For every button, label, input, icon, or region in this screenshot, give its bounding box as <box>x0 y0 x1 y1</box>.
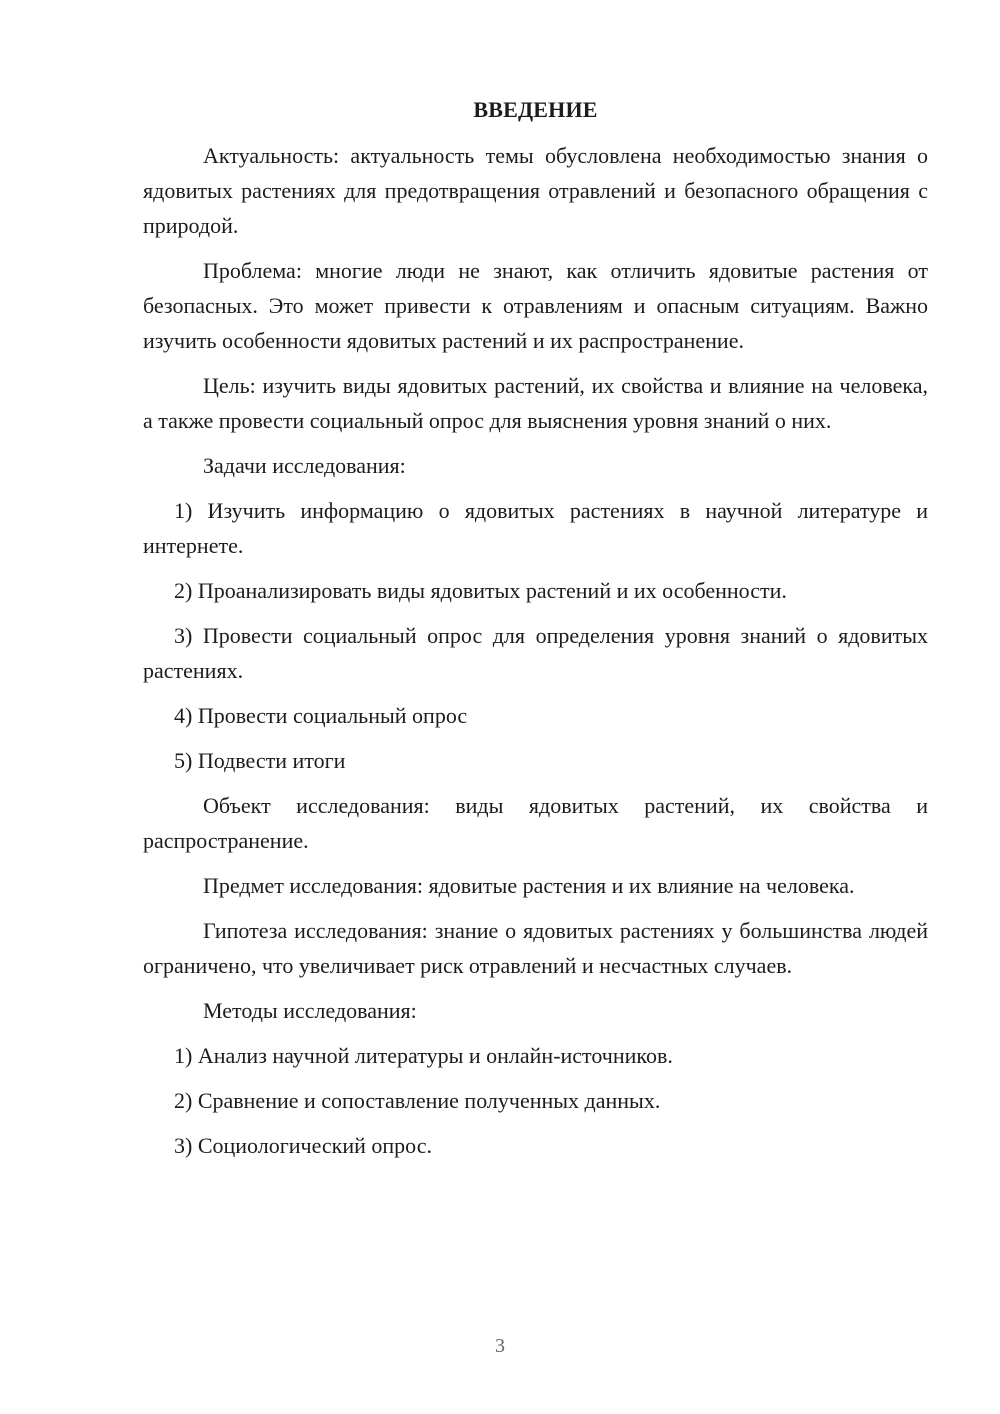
document-page <box>143 92 928 1173</box>
list-item-task-1: 1) Изучить информацию о ядовитых растениях в научной литературе и интернете. <box>143 498 928 558</box>
paragraph-object: Объект исследования: виды ядовитых растений, их свойства и распространение. <box>143 793 928 853</box>
paragraph-subject: Предмет исследования: ядовитые растения и их влияние на человека. <box>203 873 855 898</box>
section-title: ВВЕДЕНИЕ <box>473 97 598 122</box>
list-item-task-4: 4) Провести социальный опрос <box>174 703 468 728</box>
paragraph-hypothesis: Гипотеза исследования: знание о ядовитых растениях у большинства людей ограничено, что увеличивает риск отравлений и несчастных случаев. <box>143 918 928 978</box>
page-number: 3 <box>495 1335 505 1357</box>
paragraph-relevance: Актуальность: актуальность темы обусловлена необходимостью знания о ядовитых растениях для предотвращения отравлений и безопасного обращения с природой. <box>143 143 928 238</box>
paragraph-methods-heading: Методы исследования: <box>203 998 417 1023</box>
paragraph-goal: Цель: изучить виды ядовитых растений, их свойства и влияние на человека, а также провести социальный опрос для выяснения уровня знаний о них. <box>143 373 928 433</box>
paragraph-tasks-heading: Задачи исследования: <box>203 453 406 478</box>
list-item-task-3: 3) Провести социальный опрос для определения уровня знаний о ядовитых растениях. <box>143 623 928 683</box>
list-item-task-2: 2) Проанализировать виды ядовитых растений и их особенности. <box>174 578 787 603</box>
list-item-method-1: 1) Анализ научной литературы и онлайн-источников. <box>174 1043 673 1068</box>
paragraph-problem: Проблема: многие люди не знают, как отличить ядовитые растения от безопасных. Это может привести к отравлениям и опасным ситуациям. Важно изучить особенности ядовитых растений и их распространение. <box>143 258 928 353</box>
list-item-method-2: 2) Сравнение и сопоставление полученных данных. <box>174 1088 661 1113</box>
list-item-method-3: 3) Социологический опрос. <box>174 1133 432 1158</box>
list-item-task-5: 5) Подвести итоги <box>174 748 346 773</box>
